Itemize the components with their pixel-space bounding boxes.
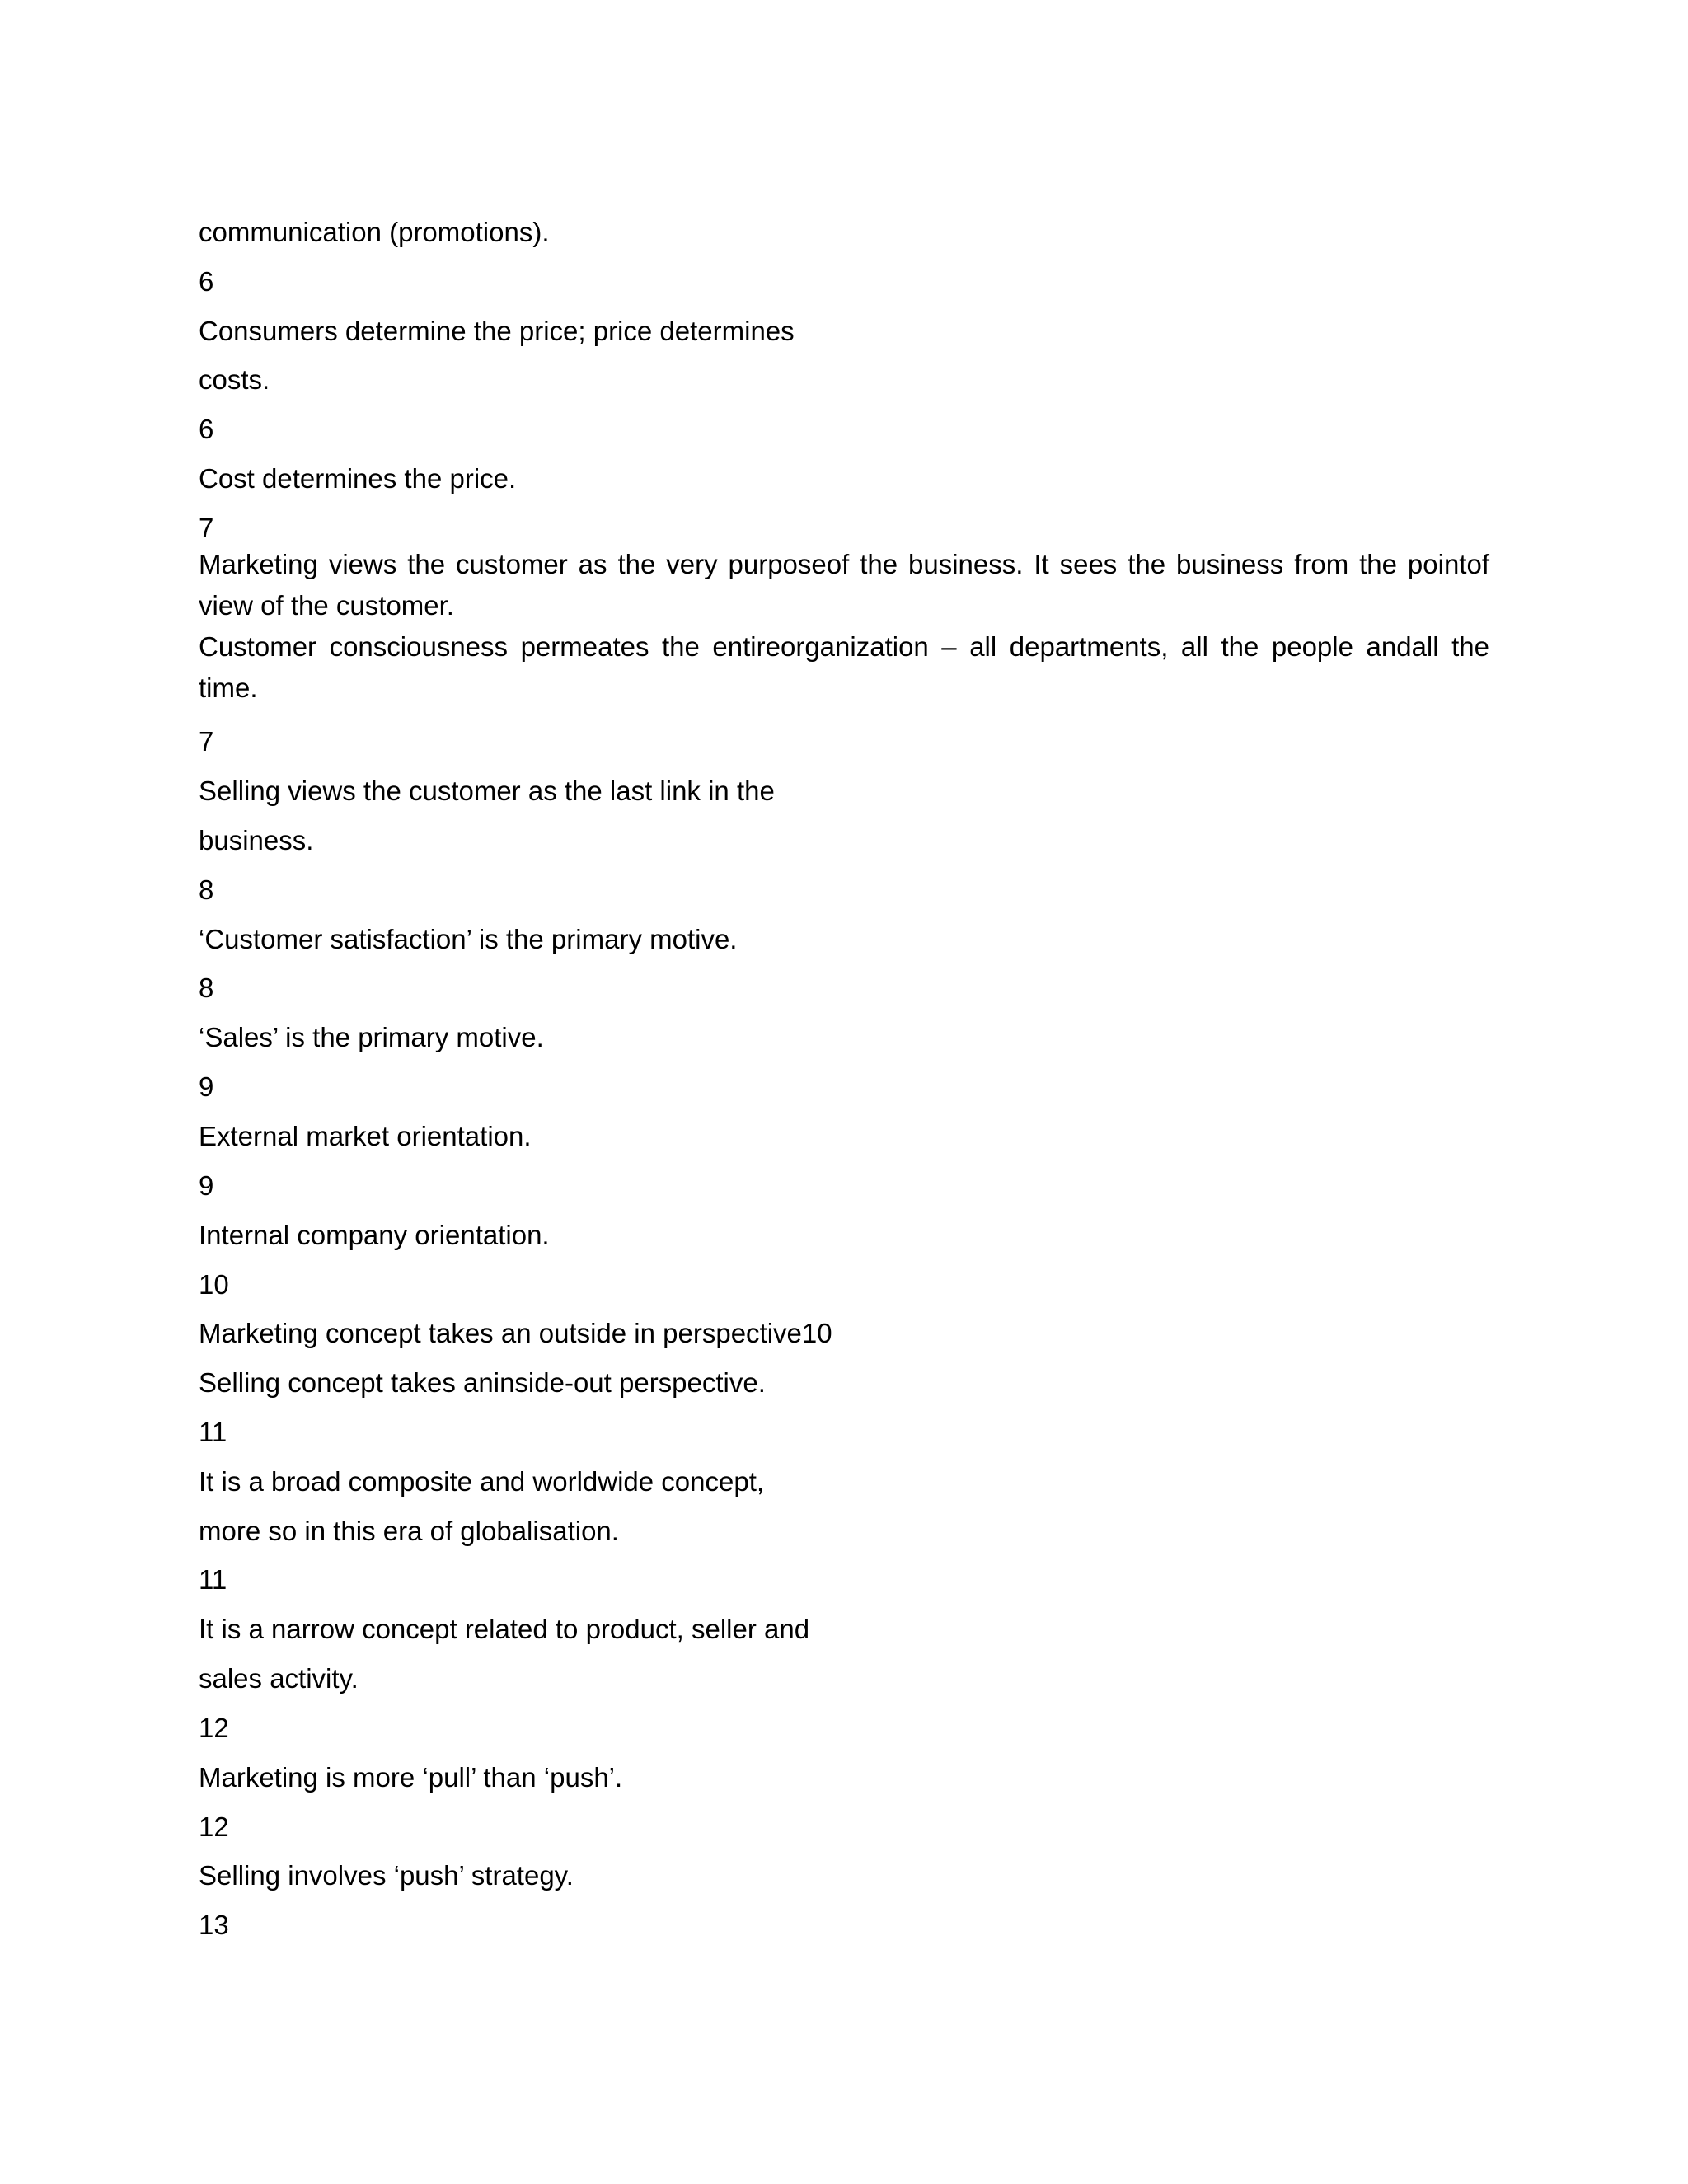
text-line: It is a narrow concept related to product, seller and [199,1614,810,1644]
text-line: communication (promotions). [199,217,550,247]
text-line: External market orientation. [199,1121,532,1151]
text-line: It is a broad composite and worldwide concept, [199,1466,765,1497]
item-number: 7 [199,726,214,757]
item-number: 9 [199,1170,214,1201]
text-line: ‘Sales’ is the primary motive. [199,1022,544,1052]
text-line: Selling concept takes aninside-out perspective. [199,1367,766,1398]
item-number: 11 [199,1417,227,1447]
text-line: Marketing concept takes an outside in perspective10 [199,1318,832,1348]
item-number: 12 [199,1713,229,1743]
item-number: 6 [199,414,214,444]
text-line: Internal company orientation. [199,1220,550,1250]
item-number: 12 [199,1811,229,1842]
item-number: 8 [199,874,214,905]
text-line: sales activity. [199,1663,359,1694]
text-line: ‘Customer satisfaction’ is the primary motive. [199,924,738,954]
item-number: 10 [199,1269,229,1300]
paragraph: Customer consciousness permeates the entireorganization – all departments, all the people andall the time. [199,631,1489,703]
item-number: 13 [199,1910,229,1940]
item-number: 8 [199,972,214,1003]
item-number: 9 [199,1071,214,1102]
text-line: business. [199,825,314,855]
text-line: Marketing is more ‘pull’ than ‘push’. [199,1762,623,1793]
text-line: Cost determines the price. [199,463,517,494]
item-number: 6 [199,266,214,297]
text-line: costs. [199,364,270,395]
text-line: more so in this era of globalisation. [199,1516,619,1546]
text-line: Selling involves ‘push’ strategy. [199,1860,574,1891]
item-number: 11 [199,1564,227,1595]
text-line: Selling views the customer as the last link in the [199,776,775,806]
item-number: 7 [199,513,214,543]
text-line: Consumers determine the price; price determines [199,316,795,346]
paragraph: Marketing views the customer as the very purposeof the business. It sees the business from the pointof view of the customer. [199,549,1489,621]
